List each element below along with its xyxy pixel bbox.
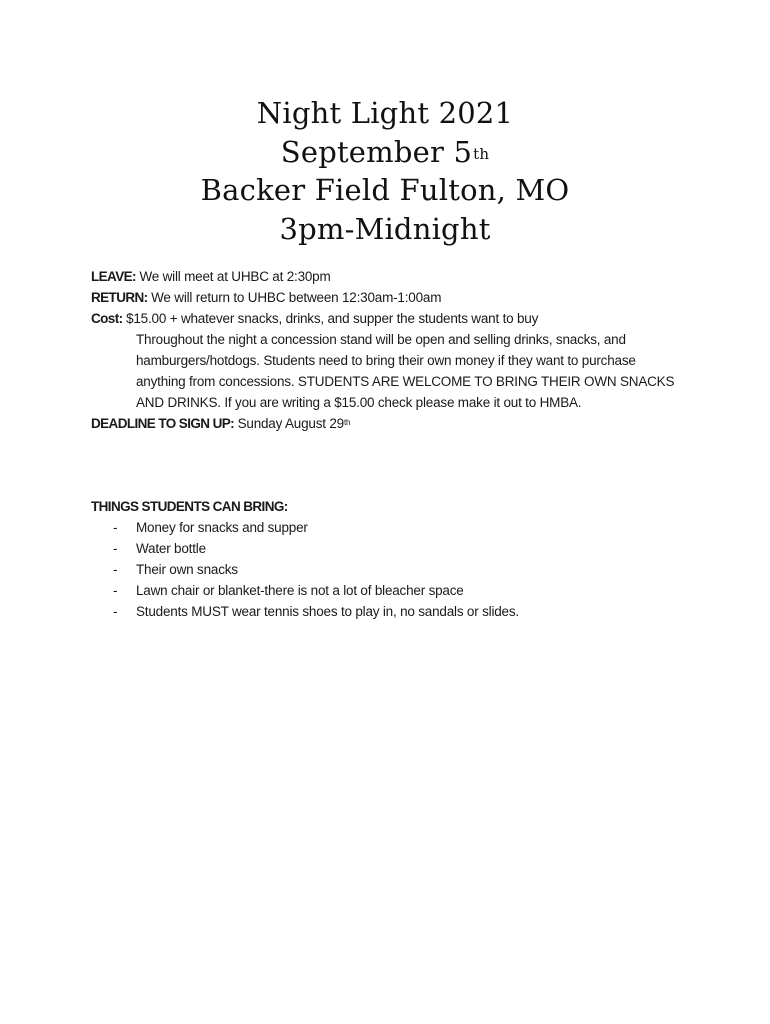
cost-row (91, 308, 691, 329)
list-bullet: - (113, 604, 118, 619)
event-details (91, 266, 691, 434)
cost-text: $15.00 + whatever snacks, drinks, and supper the students want to buy (126, 311, 539, 326)
cost-line: hamburgers/hotdogs. Students need to bring their own money if they want to purchase (136, 353, 636, 368)
event-date-suffix: th (473, 144, 490, 163)
cost-label: Cost: (91, 311, 123, 326)
list-item-text: Money for snacks and supper (136, 520, 308, 535)
cost-line: AND DRINKS. If you are writing a $15.00 check please make it out to HMBA. (136, 395, 582, 410)
list-bullet: - (113, 562, 118, 577)
list-bullet: - (113, 541, 118, 556)
list-item (91, 517, 711, 538)
event-location: Backer Field Fulton, MO (200, 173, 570, 207)
leave-row (91, 266, 691, 287)
deadline-label: DEADLINE TO SIGN UP: (91, 416, 235, 431)
cost-line: Throughout the night a concession stand will be open and selling drinks, snacks, and (136, 332, 626, 347)
list-item (91, 559, 711, 580)
list-bullet: - (113, 520, 118, 535)
list-item (91, 580, 711, 601)
list-item-text: Their own snacks (136, 562, 238, 577)
things-list (91, 517, 711, 622)
list-item (91, 538, 711, 559)
things-heading: THINGS STUDENTS CAN BRING: (91, 499, 288, 514)
deadline-row (91, 413, 691, 434)
event-time: 3pm-Midnight (279, 211, 491, 246)
cost-description (91, 329, 675, 413)
list-bullet: - (113, 583, 118, 598)
cost-line: anything from concessions. STUDENTS ARE WELCOME TO BRING THEIR OWN SNACKS (136, 374, 675, 389)
deadline-suffix: th (343, 418, 351, 427)
list-item-text: Water bottle (136, 541, 206, 556)
return-text: We will return to UHBC between 12:30am-1:00am (151, 290, 442, 305)
return-row (91, 287, 691, 308)
deadline-text: Sunday August 29 (237, 416, 344, 431)
event-date (0, 133, 770, 172)
things-to-bring (91, 496, 711, 622)
event-title: Night Light 2021 (256, 96, 514, 130)
list-item-text: Lawn chair or blanket-there is not a lot of bleacher space (136, 583, 464, 598)
leave-label: LEAVE: (91, 269, 136, 284)
return-label: RETURN: (91, 290, 148, 305)
event-title-block (0, 94, 770, 248)
list-item (91, 601, 711, 622)
list-item-text: Students MUST wear tennis shoes to play in, no sandals or slides. (136, 604, 519, 619)
event-date-text: September 5 (280, 134, 473, 169)
leave-text: We will meet at UHBC at 2:30pm (139, 269, 331, 284)
